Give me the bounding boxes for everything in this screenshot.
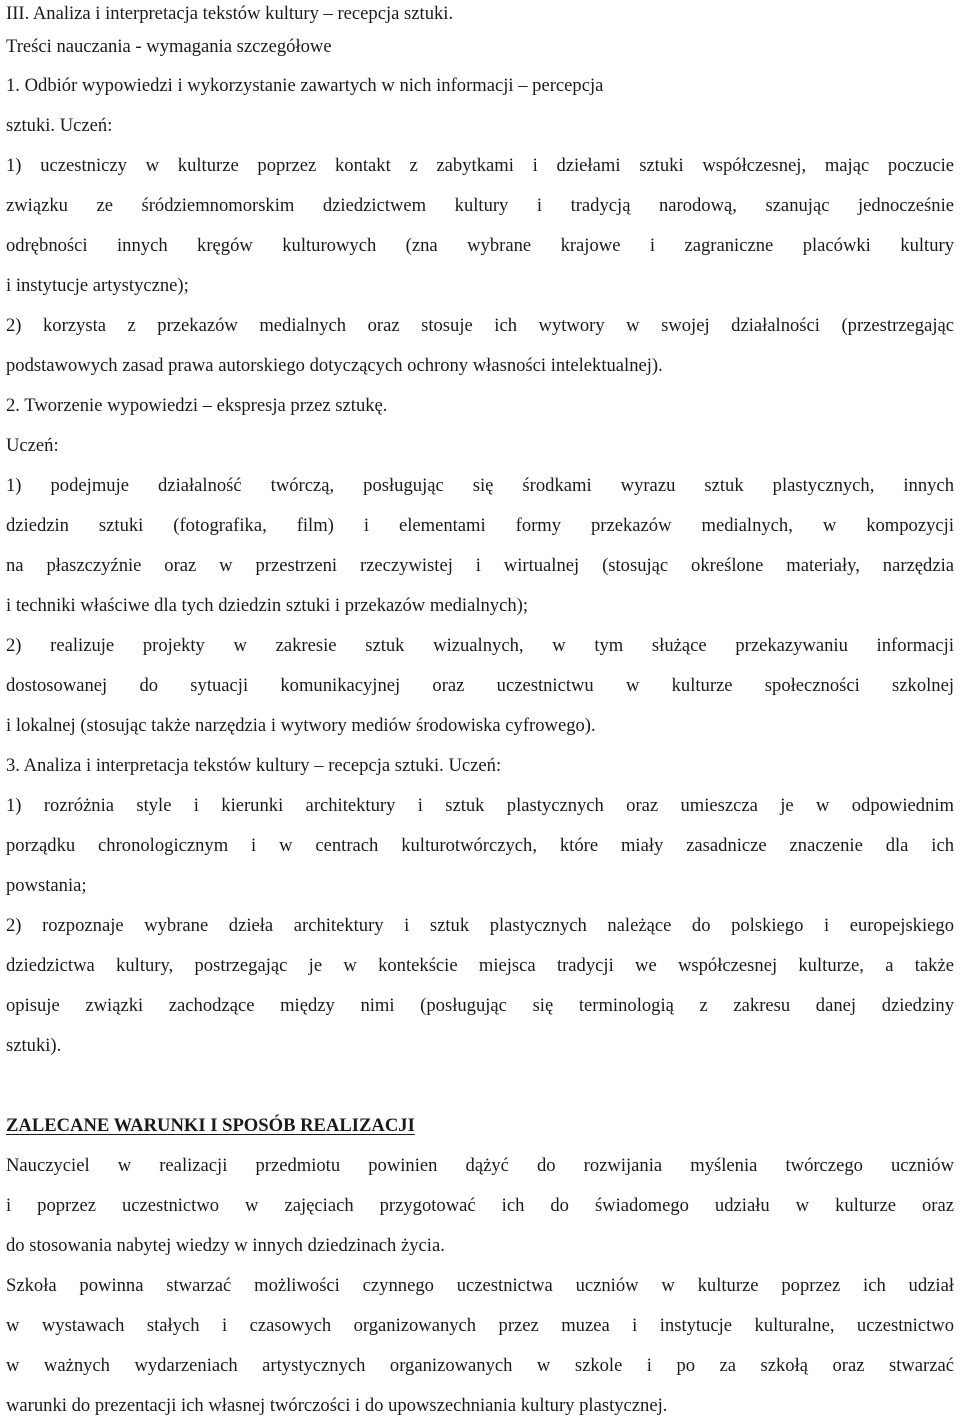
paragraph-line: podstawowych zasad prawa autorskiego dotyczących ochrony własności intelektualnej). [6,355,663,376]
paragraph-line: na płaszczyźnie oraz w przestrzeni rzeczywistej i wirtualnej (stosując określone materiały, narzędzia [6,555,954,576]
paragraph-line: Szkoła powinna stwarzać możliwości czynnego uczestnictwa uczniów w kulturze poprzez ich udział [6,1275,954,1296]
paragraph-line: w ważnych wydarzeniach artystycznych organizowanych w szkole i po za szkołą oraz stwarzać [6,1355,954,1376]
paragraph-line: związku ze śródziemnomorskim dziedzictwem kultury i tradycją narodową, szanując jednocześnie [6,195,954,216]
paragraph-line: 1) podejmuje działalność twórczą, posługując się środkami wyrazu sztuk plastycznych, innych [6,475,954,496]
paragraph-line: do stosowania nabytej wiedzy w innych dziedzinach życia. [6,1235,445,1256]
paragraph-line: porządku chronologicznym i w centrach kulturotwórczych, które miały zasadnicze znaczenie dla ich [6,835,954,856]
paragraph-line: i poprzez uczestnictwo w zajęciach przygotować ich do świadomego udziału w kulturze oraz [6,1195,954,1216]
paragraph-line: Nauczyciel w realizacji przedmiotu powinien dążyć do rozwijania myślenia twórczego uczniów [6,1155,954,1176]
paragraph-line: 1. Odbiór wypowiedzi i wykorzystanie zawartych w nich informacji – percepcja [6,75,604,96]
paragraph-line: i instytucje artystyczne); [6,275,189,296]
section-heading: ZALECANE WARUNKI I SPOSÓB REALIZACJI [6,1115,415,1136]
paragraph-line: sztuki). [6,1035,62,1056]
paragraph-line: dostosowanej do sytuacji komunikacyjnej oraz uczestnictwu w kulturze społeczności szkolnej [6,675,954,696]
paragraph-line: 2) realizuje projekty w zakresie sztuk wizualnych, w tym służące przekazywaniu informacji [6,635,954,656]
section-title: III. Analiza i interpretacja tekstów kultury – recepcja sztuki. [6,3,454,24]
paragraph-line: 2) korzysta z przekazów medialnych oraz stosuje ich wytwory w swojej działalności (przestrzegając [6,315,954,336]
paragraph-line: w wystawach stałych i czasowych organizowanych przez muzea i instytucje kulturalne, uczestnictwo [6,1315,954,1336]
paragraph-line: i lokalnej (stosując także narzędzia i wytwory mediów środowiska cyfrowego). [6,715,596,736]
paragraph-line: 1) rozróżnia style i kierunki architektury i sztuk plastycznych oraz umieszcza je w odpowiednim [6,795,954,816]
paragraph-line: odrębności innych kręgów kulturowych (zna wybrane krajowe i zagraniczne placówki kultury [6,235,954,256]
paragraph-line: 2. Tworzenie wypowiedzi – ekspresja przez sztukę. [6,395,388,416]
paragraph-line: 1) uczestniczy w kulturze poprzez kontakt z zabytkami i dziełami sztuki współczesnej, mając poczucie [6,155,954,176]
paragraph-line: sztuki. Uczeń: [6,115,113,136]
paragraph-line: powstania; [6,875,87,896]
paragraph-line: warunki do prezentacji ich własnej twórczości i do upowszechniania kultury plastycznej. [6,1395,668,1416]
paragraph-line: i techniki właściwe dla tych dziedzin sztuki i przekazów medialnych); [6,595,528,616]
paragraph-line: dziedzin sztuki (fotografika, film) i elementami formy przekazów medialnych, w kompozycji [6,515,954,536]
paragraph-line: 3. Analiza i interpretacja tekstów kultury – recepcja sztuki. Uczeń: [6,755,502,776]
spacer [6,1066,954,1106]
content-heading: Treści nauczania - wymagania szczegółowe [6,36,332,57]
paragraph-line: Uczeń: [6,435,59,456]
paragraph-line: dziedzictwa kultury, postrzegając je w kontekście miejsca tradycji we współczesnej kulturze, a także [6,955,954,976]
paragraph-line: 2) rozpoznaje wybrane dzieła architektury i sztuk plastycznych należące do polskiego i europejskiego [6,915,954,936]
paragraph-line: opisuje związki zachodzące między nimi (posługując się terminologią z zakresu danej dziedziny [6,995,954,1016]
